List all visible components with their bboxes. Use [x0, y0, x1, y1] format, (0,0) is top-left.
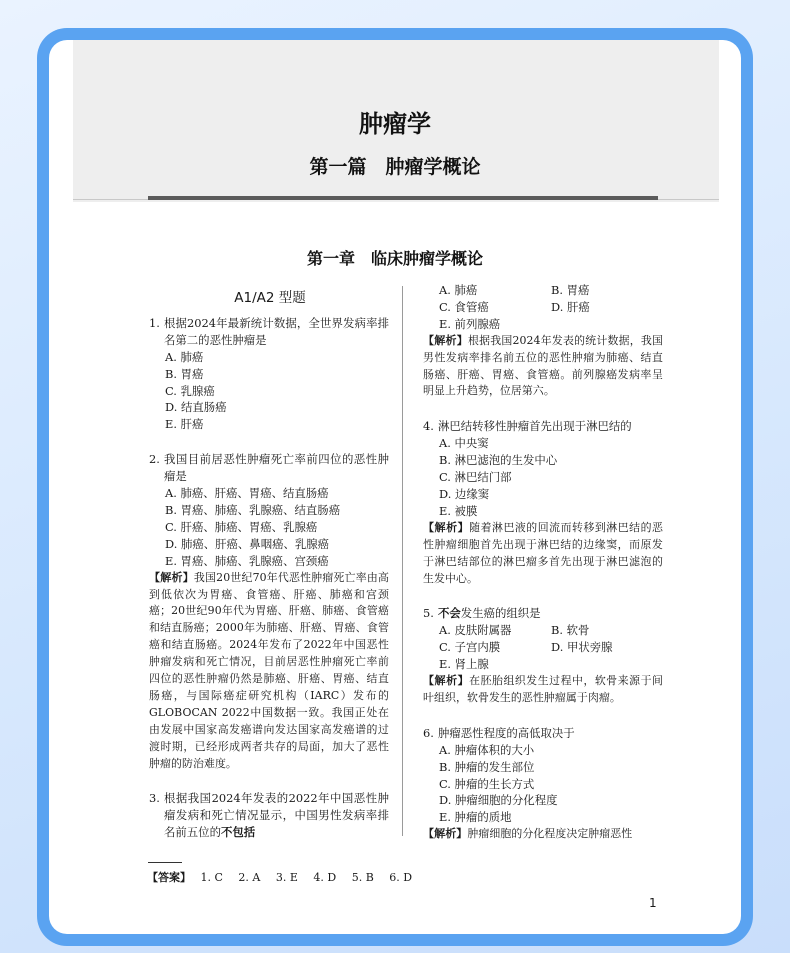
question-stem: 根据2024年最新统计数据，全世界发病率排名第二的恶性肿瘤是	[164, 315, 389, 347]
analysis	[423, 826, 663, 843]
answer-item: 2. A	[238, 871, 261, 884]
option: B. 肿瘤的发生部位	[439, 759, 535, 774]
option: E. 前列腺癌	[439, 316, 501, 331]
question-3-continued	[423, 282, 663, 400]
question-5	[423, 605, 663, 706]
analysis-text: 在胚胎组织发生过程中，软骨来源于间叶组织，软骨发生的恶性肿瘤属于肉瘤。	[423, 674, 663, 704]
option: C. 淋巴结门部	[439, 470, 512, 485]
option: E. 肝癌	[165, 417, 204, 432]
option: E. 被膜	[439, 503, 478, 518]
analysis-text: 我国20世纪70年代恶性肿瘤死亡率由高到低依次为胃癌、食管癌、肝癌、肺癌和宫颈癌；20世纪90年代为胃癌、肝癌、肺癌、食管癌和结直肠癌；2000年为肺癌、肝癌、胃癌、食管癌和结直肠癌。2024年发布了2022年中国恶性肿瘤发病和死亡情况，目前居恶性肿瘤死亡率前四位的恶性肿瘤仍然是肺癌、肝癌、胃癌、结直肠癌，与国际癌症研究机构（IARC）发布的GLOBOCAN 2022中国数据一致。我国正处在由发展中国家高发癌谱向发达国家高发癌谱的过渡时期，已经形成两者共存的局面，加大了恶性肿瘤的防治难度。	[149, 570, 389, 770]
option: D. 结直肠癌	[165, 400, 227, 415]
option: C. 乳腺癌	[165, 383, 215, 398]
option: D. 肝癌	[551, 299, 590, 314]
option: A. 肺癌、肝癌、胃癌、结直肠癌	[165, 486, 329, 501]
question-4	[423, 418, 663, 587]
option: C. 食管癌	[439, 299, 489, 314]
question-stem: 根据我国2024年发表的2022年中国恶性肿瘤发病和死亡情况显示，中国男性发病率排名前五位的不包括	[164, 791, 389, 840]
emphasis-text: 不会	[438, 606, 461, 621]
question-number: 3.	[149, 791, 160, 806]
option: A. 中央窦	[439, 436, 489, 451]
analysis-label: 【解析】	[423, 827, 468, 841]
book-title: 肿瘤学	[359, 110, 431, 138]
option: A. 皮肤附属器	[439, 623, 512, 638]
option: B. 淋巴滤泡的生发中心	[439, 453, 558, 468]
chapter-title: 第一章 临床肿瘤学概论	[306, 249, 483, 268]
answer-key	[147, 869, 424, 885]
option: A. 肺癌	[439, 283, 478, 297]
section-title: A1/A2 型题	[234, 290, 306, 306]
analysis-label: 【解析】	[423, 674, 470, 688]
option: D. 肿瘤细胞的分化程度	[439, 793, 558, 808]
analysis-label: 【解析】	[423, 520, 470, 534]
question-stem: 肿瘤恶性程度的高低取决于	[438, 725, 575, 740]
option: B. 胃癌	[165, 366, 204, 381]
right-column	[423, 282, 663, 861]
option: B. 胃癌、肺癌、乳腺癌、结直肠癌	[165, 502, 341, 517]
option: A. 肺癌	[165, 349, 204, 364]
question-6	[423, 725, 663, 843]
answer-item: 5. B	[351, 871, 374, 884]
question-number: 2.	[149, 452, 160, 467]
option: E. 肿瘤的质地	[439, 810, 512, 825]
book-page	[49, 40, 741, 934]
answer-rule	[148, 862, 182, 863]
option: C. 肿瘤的生长方式	[439, 776, 535, 791]
option: E. 肾上腺	[439, 657, 489, 672]
answer-item: 6. D	[389, 871, 413, 884]
column-divider	[402, 286, 403, 836]
analysis	[149, 570, 389, 773]
analysis	[423, 333, 663, 401]
option: D. 边缘窦	[439, 486, 490, 501]
answer-label: 【答案】	[147, 871, 191, 884]
option-row	[423, 282, 663, 299]
analysis-label: 【解析】	[423, 333, 468, 347]
emphasis-text: 不包括	[220, 825, 256, 840]
page-number: 1	[649, 896, 657, 910]
option: E. 胃癌、肺癌、乳腺癌、宫颈癌	[165, 553, 329, 568]
option-row	[423, 639, 663, 656]
question-number: 5.	[423, 606, 434, 621]
analysis	[423, 520, 663, 588]
header-rule-thick	[148, 196, 658, 200]
question-2	[149, 451, 389, 772]
question-3	[149, 790, 389, 841]
question-stem: 淋巴结转移性肿瘤首先出现于淋巴结的	[438, 419, 632, 434]
option: C. 子宫内膜	[439, 640, 501, 655]
analysis-text: 随着淋巴液的回流而转移到淋巴结的恶性肿瘤细胞首先出现于淋巴结的边缘窦，而原发于淋巴结部位的淋巴瘤多首先出现于淋巴滤泡的生发中心。	[423, 520, 663, 585]
question-number: 1.	[149, 315, 160, 330]
analysis-text: 肿瘤细胞的分化程度决定肿瘤恶性	[467, 827, 633, 841]
left-column	[149, 290, 389, 859]
option: B. 胃癌	[551, 283, 590, 297]
question-1	[149, 315, 389, 433]
answer-item: 4. D	[313, 871, 337, 884]
answer-item: 3. E	[275, 871, 298, 884]
option: C. 肝癌、肺癌、胃癌、乳腺癌	[165, 519, 318, 534]
option: D. 甲状旁腺	[551, 640, 613, 655]
analysis-label: 【解析】	[149, 570, 194, 584]
part-title: 第一篇 肿瘤学概论	[309, 156, 481, 178]
option: B. 软骨	[551, 623, 590, 638]
question-stem: 我国目前居恶性肿瘤死亡率前四位的恶性肿瘤是	[164, 452, 389, 484]
question-number: 6.	[423, 725, 434, 740]
analysis-text: 根据我国2024年发表的统计数据，我国男性发病率排名前五位的恶性肿瘤为肺癌、结直肠癌、肝癌、胃癌、食管癌。前列腺癌发病率呈明显上升趋势，位居第六。	[423, 333, 663, 398]
question-number: 4.	[423, 419, 434, 434]
answer-item: 1. C	[200, 871, 223, 884]
option-row	[423, 622, 663, 639]
option: D. 肺癌、肝癌、鼻咽癌、乳腺癌	[165, 536, 330, 551]
question-stem: 不会发生癌的组织是	[438, 606, 541, 621]
option-row	[423, 299, 663, 316]
analysis	[423, 673, 663, 707]
option: A. 肿瘤体积的大小	[439, 742, 535, 757]
